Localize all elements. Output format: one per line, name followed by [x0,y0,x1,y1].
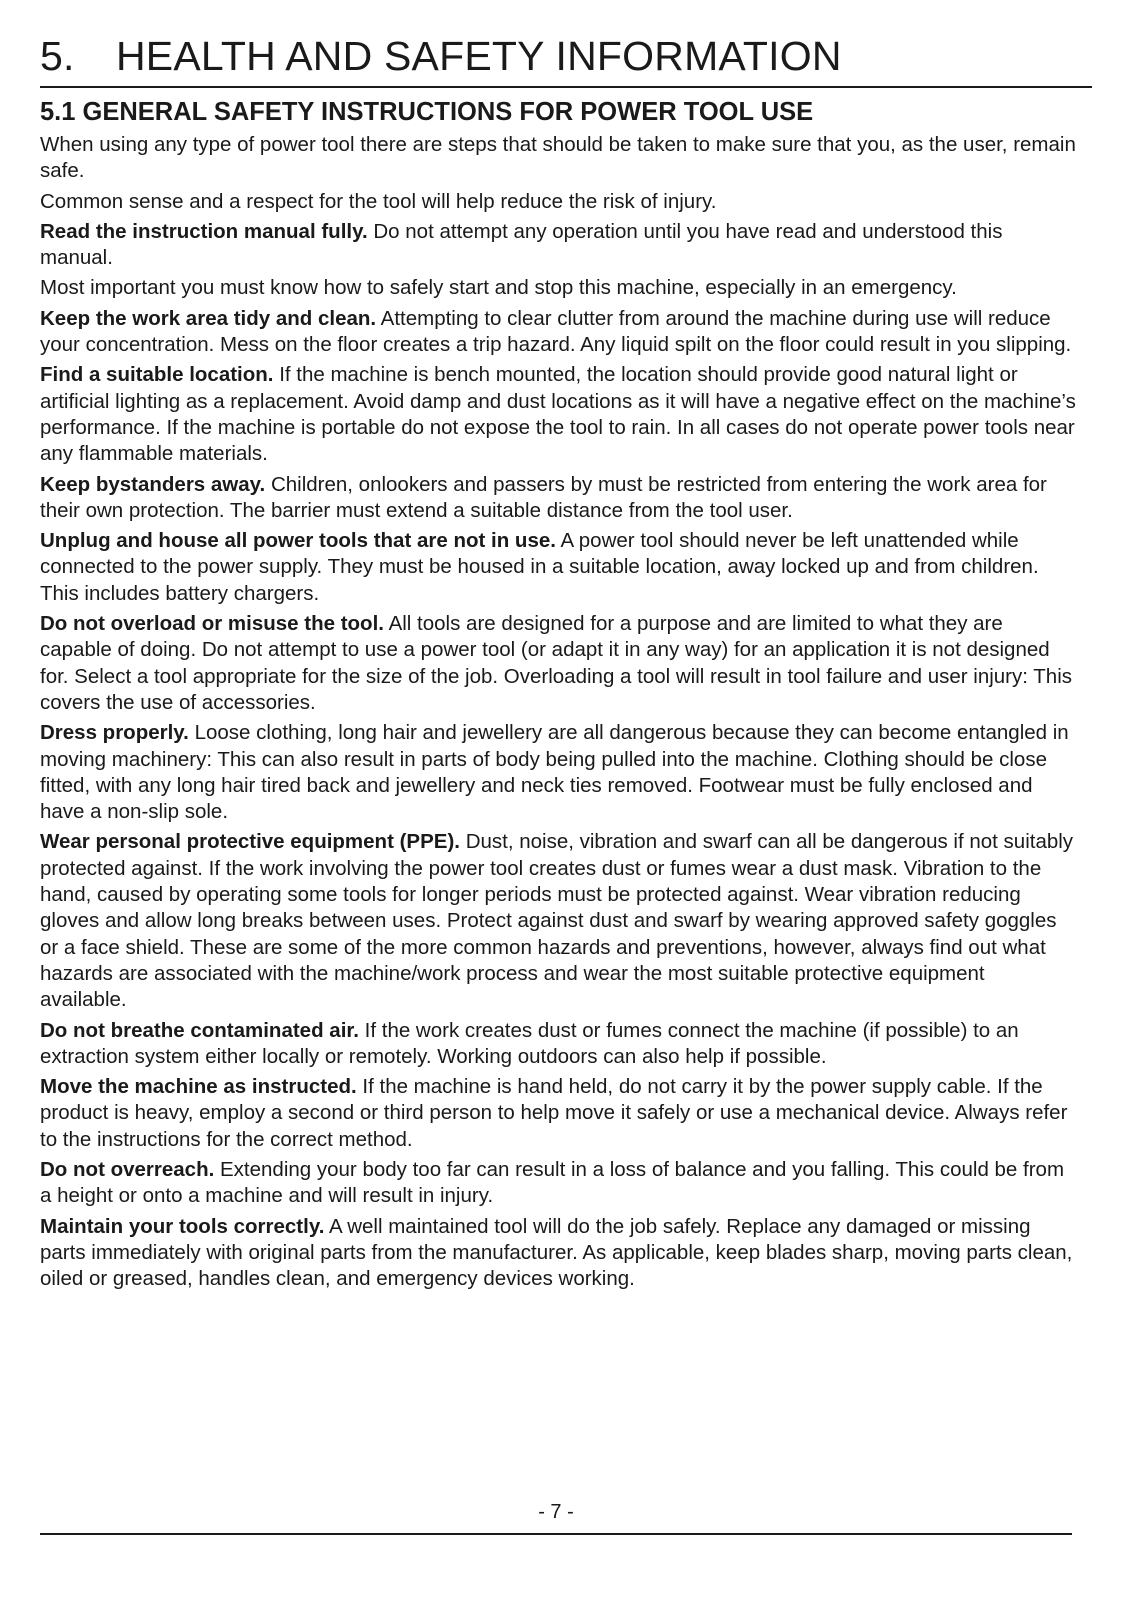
paragraph-text: When using any type of power tool there are steps that should be taken to make sure that you, as the user, remain safe. [40,133,1076,183]
chapter-title [40,30,1092,82]
paragraph-lead: Maintain your tools correctly. [40,1214,325,1238]
paragraph-text: Dust, noise, vibration and swarf can all be dangerous if not suitably protected against. If the work involving the power tool creates dust or fumes wear a dust mask. Vibration to the hand, caused by operating some tools for longer periods must be protected against. Wear vibration reducing gloves and allow long breaks between uses. Protect against dust and swarf by wearing approved safety goggles or a face shield. These are some of the more common hazards and preventions, however, always find out what hazards are associated with the machine/work process and wear the most suitable protective equipment available. [40,830,1074,1012]
paragraph [40,829,1076,1013]
paragraph-text: A power tool should never be left unattended while connected to the power supply. They must be housed in a suitable location, away locked up and from children. This includes battery chargers. [40,529,1039,605]
chapter-number: 5. [40,33,75,79]
paragraph [40,219,1076,272]
paragraph [40,275,1076,301]
paragraph [40,472,1076,525]
paragraph-lead: Do not overreach. [40,1157,215,1181]
paragraph-lead: Keep bystanders away. [40,472,266,496]
footer-divider [40,1533,1072,1535]
chapter-title-text: HEALTH AND SAFETY INFORMATION [116,33,842,79]
paragraph-text: Common sense and a respect for the tool will help reduce the risk of injury. [40,189,717,213]
paragraph-text: Extending your body too far can result in a loss of balance and you falling. This could be from a height or onto a machine and will result in injury. [40,1157,1065,1208]
paragraph [40,132,1076,185]
paragraph-text: A well maintained tool will do the job safely. Replace any damaged or missing parts immediately with original parts from the manufacturer. As applicable, keep blades sharp, moving parts clean, oiled or greased, handles clean, and emergency devices working. [40,1214,1073,1291]
paragraph-lead: Read the instruction manual fully. [40,219,368,243]
paragraph-text: If the machine is bench mounted, the location should provide good natural light or artificial lighting as a replacement. Avoid damp and dust locations as it will have a negative effect on the machine’s performance. If the machine is portable do not expose the tool to rain. In all cases do not operate power tools near any flammable materials. [40,363,1076,466]
paragraph-text: Do not attempt any operation until you have read and understood this manual. [40,219,1003,270]
paragraph-lead: Unplug and house all power tools that are not in use. [40,529,556,553]
paragraph-lead: Find a suitable location. [40,363,274,387]
paragraph-text: Attempting to clear clutter from around the machine during use will reduce your concentration. Mess on the floor creates a trip hazard. Any liquid spilt on the floor could result in you slipping. [40,306,1072,357]
paragraph [40,1214,1076,1293]
paragraph-lead: Dress properly. [40,721,189,745]
paragraph-text: Loose clothing, long hair and jewellery are all dangerous because they can become entangled in moving machinery: This can also result in parts of body being pulled into the machine. Clothing should be close fitted, with any long hair tired back and jewellery and neck ties removed. Footwear must be fully enclosed and have a non-slip sole. [40,721,1069,824]
section-title: 5.1 GENERAL SAFETY INSTRUCTIONS FOR POWER TOOL USE [40,98,814,126]
paragraph-lead: Do not overload or misuse the tool. [40,612,384,636]
paragraph-lead: Move the machine as instructed. [40,1075,357,1099]
paragraph [40,189,1076,215]
paragraph-text: All tools are designed for a purpose and are limited to what they are capable of doing. Do not attempt to use a power tool (or adapt it in any way) for an application it is not designed for. Select a tool appropriate for the size of the job. Overloading a tool will result in tool failure and user injury: This covers the use of accessories. [40,612,1073,714]
safety-instructions-body [40,132,1076,1296]
paragraph-text: If the work creates dust or fumes connect the machine (if possible) to an extraction system either locally or remotely. Working outdoors can also help if possible. [40,1018,1019,1068]
paragraph [40,1074,1076,1153]
paragraph-lead: Wear personal protective equipment (PPE). [40,830,460,854]
paragraph-lead: Keep the work area tidy and clean. [40,306,377,330]
paragraph [40,720,1076,825]
paragraph [40,611,1076,716]
manual-page [40,0,1092,1600]
paragraph [40,306,1076,359]
paragraph-text: Most important you must know how to safely start and stop this machine, especially in an emergency. [40,276,957,300]
paragraph [40,362,1076,467]
paragraph [40,1157,1076,1210]
paragraph [40,528,1076,607]
title-divider [40,86,1092,88]
page-number: - 7 - [538,1501,574,1523]
paragraph [40,1018,1076,1071]
paragraph-text: Children, onlookers and passers by must be restricted from entering the work area for their own protection. The barrier must extend a suitable distance from the tool user. [40,472,1047,522]
paragraph-lead: Do not breathe contaminated air. [40,1018,359,1042]
paragraph-text: If the machine is hand held, do not carry it by the power supply cable. If the product is heavy, employ a second or third person to help move it safely or use a mechanical device. Always refer to the instructions for the correct method. [40,1075,1068,1151]
